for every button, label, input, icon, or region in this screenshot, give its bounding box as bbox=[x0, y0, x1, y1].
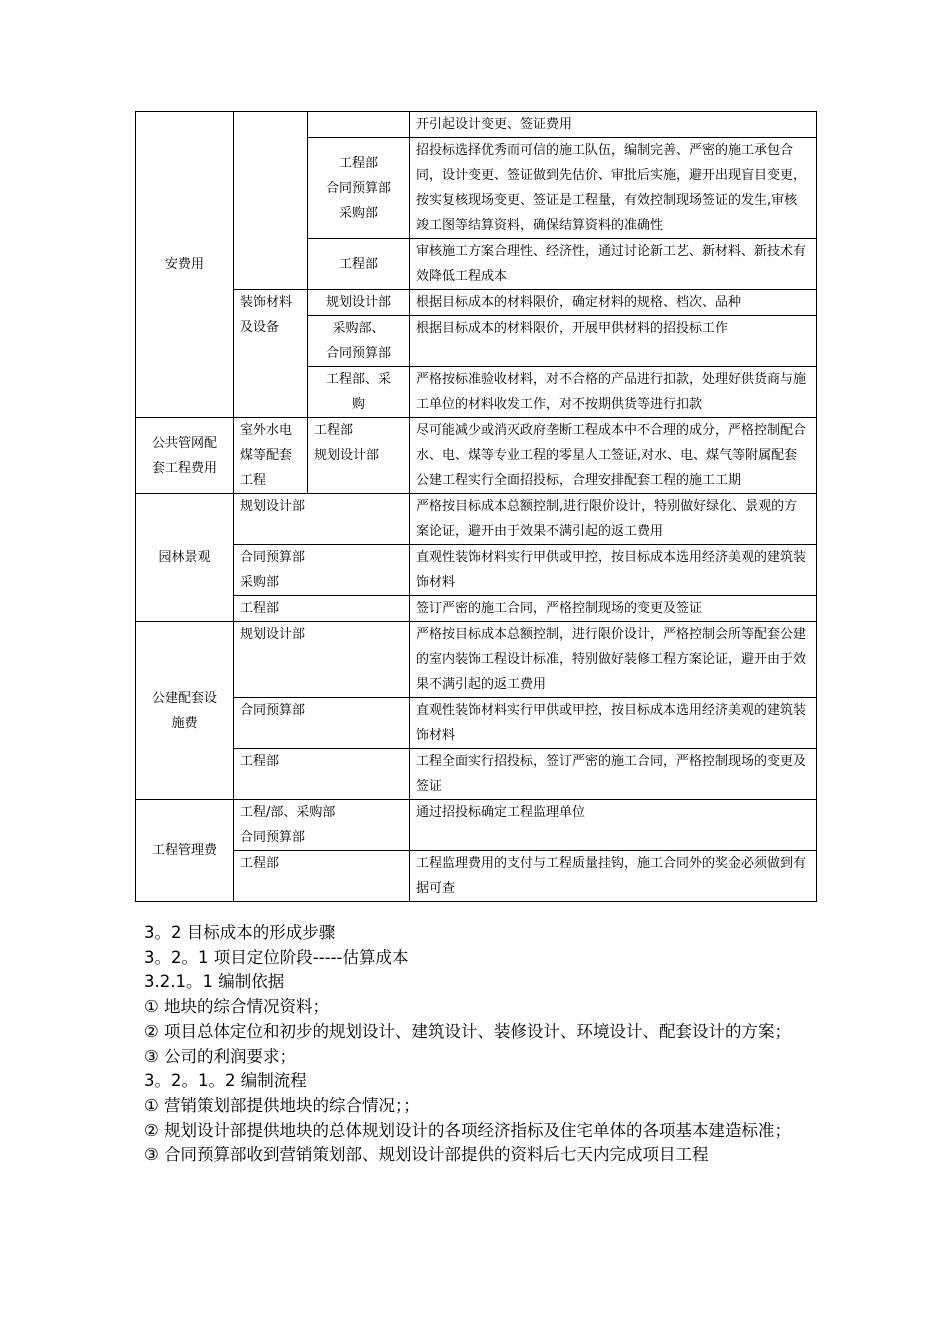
dept-cell: 工程部 bbox=[234, 749, 410, 800]
desc-cell: 严格按目标成本总额控制，进行限价设计，严格控制会所等配套公建的室内装饰工程设计标准，特别做好装修工程方案论证，避开由于效果不满引起的返工费用 bbox=[410, 622, 817, 698]
table-row bbox=[136, 290, 817, 316]
section-heading: 3。2 目标成本的形成步骤 bbox=[144, 923, 336, 942]
table-row bbox=[136, 494, 817, 545]
dept-cell: 采购部、 合同预算部 bbox=[308, 316, 410, 367]
dept-cell bbox=[308, 112, 410, 138]
table-row bbox=[136, 698, 817, 749]
category-cell: 园林景观 bbox=[136, 494, 234, 622]
desc-cell: 签订严密的施工合同，严格控制现场的变更及签证 bbox=[410, 596, 817, 622]
desc-cell: 直观性装饰材料实行甲供或甲控，按目标成本选用经济美观的建筑装饰材料 bbox=[410, 698, 817, 749]
table-row bbox=[136, 596, 817, 622]
subcategory-cell: 装饰材料 及设备 bbox=[234, 290, 308, 418]
dept-cell: 规划设计部 bbox=[308, 290, 410, 316]
desc-cell: 工程监理费用的支付与工程质量挂钩，施工合同外的奖金必须做到有据可查 bbox=[410, 851, 817, 902]
section-heading: 3。2。1。2 编制流程 bbox=[144, 1071, 307, 1091]
table-row bbox=[136, 851, 817, 902]
list-item: ① 营销策划部提供地块的综合情况；； bbox=[144, 1095, 420, 1115]
category-cell: 工程管理费 bbox=[136, 800, 234, 902]
dept-cell: 合同预算部 采购部 bbox=[234, 545, 410, 596]
desc-cell: 工程全面实行招投标，签订严密的施工合同，严格控制现场的变更及签证 bbox=[410, 749, 817, 800]
desc-cell: 根据目标成本的材料限价，开展甲供材料的招投标工作 bbox=[410, 316, 817, 367]
table-row bbox=[136, 622, 817, 698]
desc-cell: 直观性装饰材料实行甲供或甲控，按目标成本选用经济美观的建筑装饰材料 bbox=[410, 545, 817, 596]
desc-cell: 审核施工方案合理性、经济性，通过讨论新工艺、新材料、新技术有效降低工程成本 bbox=[410, 239, 817, 290]
category-cell: 公建配套设 施费 bbox=[136, 622, 234, 800]
dept-cell: 规划设计部 bbox=[234, 494, 410, 545]
dept-cell: 工程部 bbox=[234, 851, 410, 902]
list-item: ② 项目总体定位和初步的规划设计、建筑设计、装修设计、环境设计、配套设计的方案； bbox=[144, 1021, 792, 1041]
category-cell: 安费用 bbox=[136, 112, 234, 418]
list-item: ① 地块的综合情况资料； bbox=[144, 997, 330, 1017]
dept-cell: 工程部 bbox=[308, 239, 410, 290]
desc-cell: 开引起设计变更、签证费用 bbox=[410, 112, 817, 138]
dept-cell: 规划设计部 bbox=[234, 622, 410, 698]
subcategory-cell: 室外水电 煤等配套 工程 bbox=[234, 418, 308, 494]
dept-cell: 工程部 合同预算部 采购部 bbox=[308, 138, 410, 239]
desc-cell: 根据目标成本的材料限价，确定材料的规格、档次、品种 bbox=[410, 290, 817, 316]
list-item: ② 规划设计部提供地块的总体规划设计的各项经济指标及住宅单体的各项基本建造标准； bbox=[144, 1120, 792, 1140]
body-text bbox=[144, 921, 824, 1168]
dept-cell: 工程部、采 购 bbox=[308, 367, 410, 418]
section-heading: 3.2.1。1 编制依据 bbox=[144, 972, 285, 992]
desc-cell: 尽可能减少或消灭政府垄断工程成本中不合理的成分，严格控制配合水、电、煤等专业工程的零星人工签证,对水、电、煤气等附属配套公建工程实行全面招投标，合理安排配套工程的施工工期 bbox=[410, 418, 817, 494]
table-row bbox=[136, 749, 817, 800]
list-item: ③ 公司的利润要求； bbox=[144, 1046, 297, 1066]
dept-cell: 工程/部、采购部 合同预算部 bbox=[234, 800, 410, 851]
cost-control-table bbox=[135, 111, 817, 902]
category-cell: 公共管网配 套工程费用 bbox=[136, 418, 234, 494]
dept-cell: 工程部 bbox=[234, 596, 410, 622]
desc-cell: 招投标选择优秀而可信的施工队伍，编制完善、严密的施工承包合同，设计变更、签证做到先估价、审批后实施，避开出现盲目变更，按实复核现场变更、签证是工程量，有效控制现场签证的发生,审核竣工图等结算资料，确保结算资料的准确性 bbox=[410, 138, 817, 239]
desc-cell: 通过招投标确定工程监理单位 bbox=[410, 800, 817, 851]
table-row bbox=[136, 112, 817, 138]
section-heading: 3。2。1 项目定位阶段-----估算成本 bbox=[144, 947, 409, 967]
table-row bbox=[136, 418, 817, 494]
desc-cell: 严格按标准验收材料，对不合格的产品进行扣款，处理好供货商与施工单位的材料收发工作，对不按期供货等进行扣款 bbox=[410, 367, 817, 418]
dept-cell: 合同预算部 bbox=[234, 698, 410, 749]
list-item: ③ 合同预算部收到营销策划部、规划设计部提供的资料后七天内完成项目工程 bbox=[144, 1145, 709, 1165]
dept-cell: 工程部 规划设计部 bbox=[308, 418, 410, 494]
desc-cell: 严格按目标成本总额控制,进行限价设计，特别做好绿化、景观的方案论证，避开由于效果不满引起的返工费用 bbox=[410, 494, 817, 545]
table-row bbox=[136, 800, 817, 851]
subcategory-cell bbox=[234, 112, 308, 290]
table-row bbox=[136, 545, 817, 596]
